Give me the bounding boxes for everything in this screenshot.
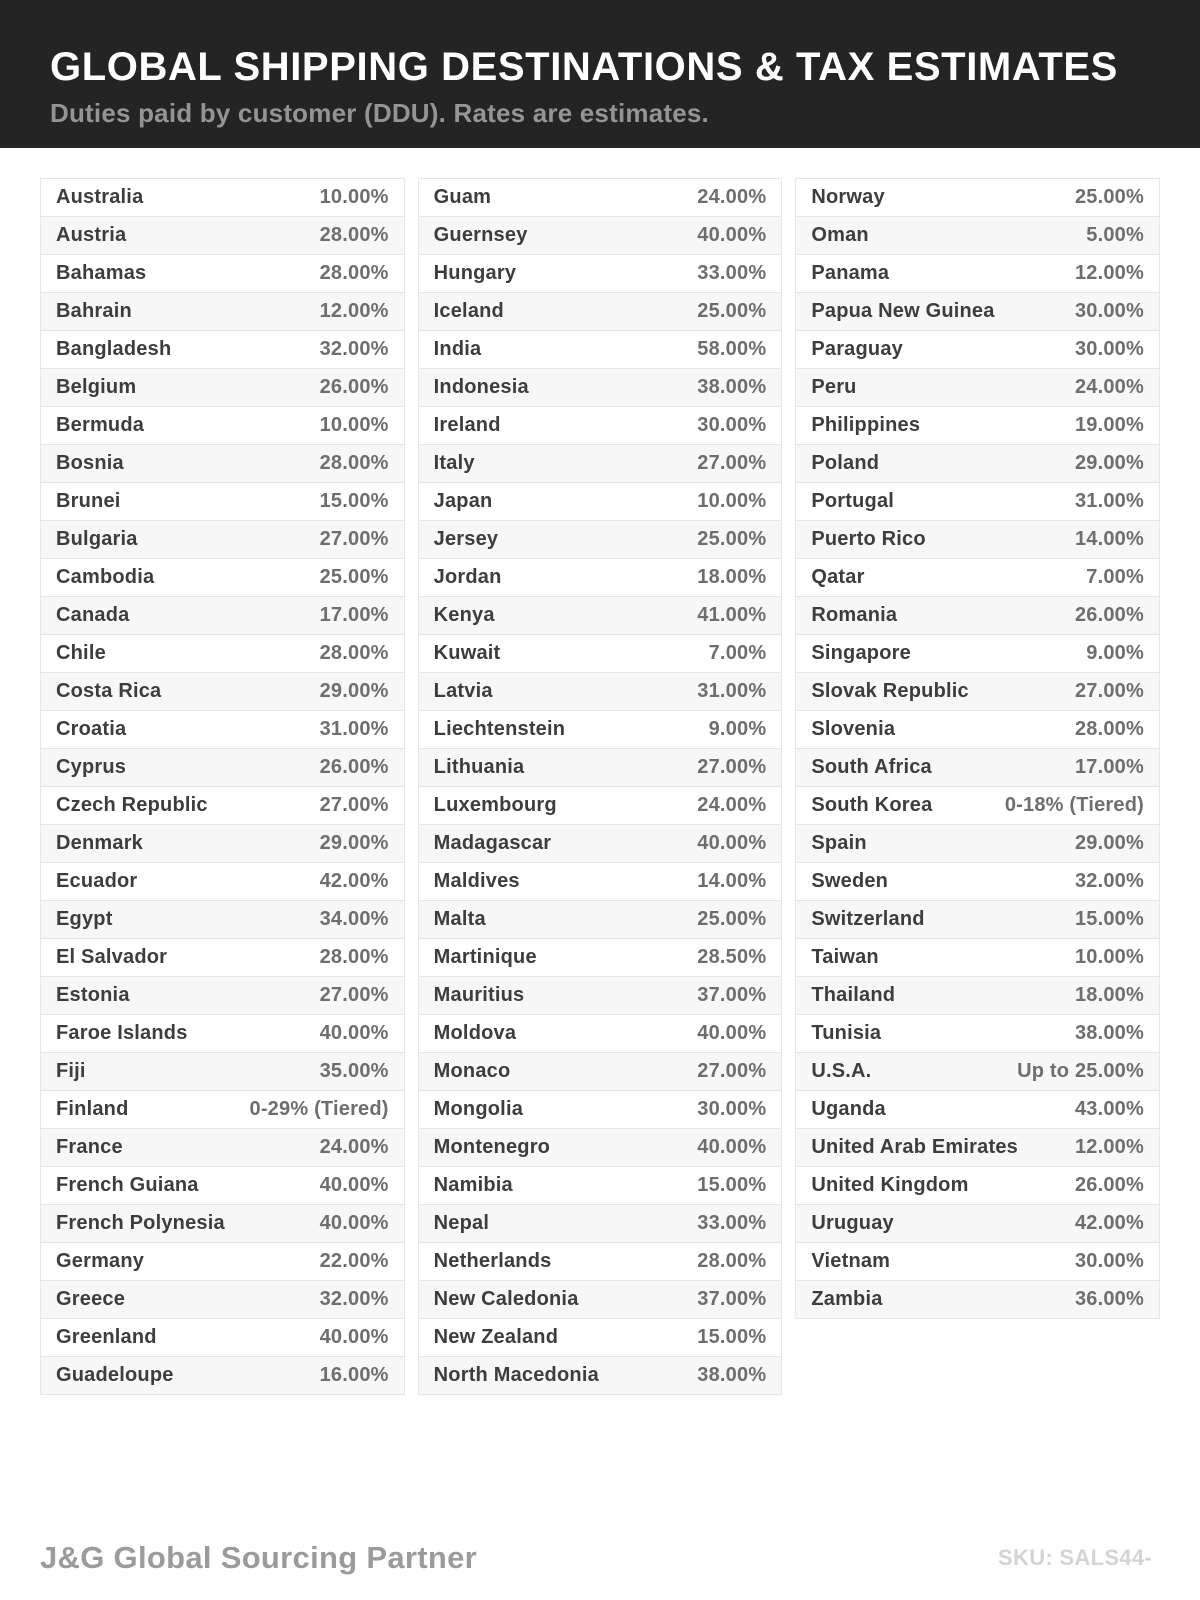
table-row	[40, 1204, 405, 1243]
country-name: United Arab Emirates	[811, 1136, 1018, 1158]
tax-rate-value: 40.00%	[319, 1174, 389, 1196]
page-footer	[40, 1536, 1152, 1580]
table-row	[795, 1242, 1160, 1281]
table-row	[795, 596, 1160, 635]
rates-column-3	[795, 178, 1160, 1319]
tax-rate-value: 40.00%	[697, 1136, 767, 1158]
tax-rate-value: 10.00%	[319, 186, 389, 208]
country-name: Montenegro	[433, 1136, 551, 1158]
country-name: Portugal	[811, 490, 895, 512]
tax-rate-value: 12.00%	[319, 300, 389, 322]
table-row	[40, 368, 405, 407]
table-row	[418, 596, 783, 635]
table-row	[795, 178, 1160, 217]
table-row	[418, 938, 783, 977]
tax-rate-value: 25.00%	[697, 908, 767, 930]
tax-rate-value: 0-29% (Tiered)	[249, 1098, 389, 1120]
table-row	[795, 1090, 1160, 1129]
tax-rate-value: 40.00%	[319, 1022, 389, 1044]
country-name: Moldova	[433, 1022, 517, 1044]
country-name: Bahamas	[56, 262, 147, 284]
tax-rate-value: 7.00%	[1086, 566, 1144, 588]
country-name: Austria	[56, 224, 127, 246]
country-name: Sweden	[811, 870, 889, 892]
tax-rate-value: 10.00%	[1074, 946, 1144, 968]
country-name: Bahrain	[56, 300, 132, 322]
tax-rate-value: 32.00%	[319, 338, 389, 360]
table-row	[418, 1204, 783, 1243]
table-row	[418, 1014, 783, 1053]
country-name: Papua New Guinea	[811, 300, 995, 322]
tax-rate-value: 30.00%	[697, 1098, 767, 1120]
table-row	[795, 748, 1160, 787]
table-row	[418, 254, 783, 293]
country-name: Iceland	[433, 300, 504, 322]
country-name: U.S.A.	[811, 1060, 872, 1082]
table-row	[418, 710, 783, 749]
country-name: Greenland	[56, 1326, 157, 1348]
country-name: El Salvador	[56, 946, 168, 968]
tax-rate-value: 15.00%	[697, 1326, 767, 1348]
table-row	[40, 1356, 405, 1395]
country-name: Chile	[56, 642, 106, 664]
country-name: North Macedonia	[433, 1364, 599, 1386]
country-name: South Korea	[811, 794, 933, 816]
table-row	[40, 748, 405, 787]
table-row	[418, 216, 783, 255]
tax-rate-value: 24.00%	[1074, 376, 1144, 398]
country-name: Kuwait	[433, 642, 501, 664]
tax-rate-value: 26.00%	[319, 756, 389, 778]
country-name: Croatia	[56, 718, 127, 740]
country-name: Indonesia	[433, 376, 529, 398]
country-name: Guam	[433, 186, 492, 208]
page-title: GLOBAL SHIPPING DESTINATIONS & TAX ESTIMATES	[50, 45, 1118, 89]
table-row	[40, 406, 405, 445]
country-name: Egypt	[56, 908, 113, 930]
country-name: Italy	[433, 452, 475, 474]
tax-rate-value: 14.00%	[697, 870, 767, 892]
tax-rate-value: 28.00%	[1074, 718, 1144, 740]
tax-rate-value: 34.00%	[319, 908, 389, 930]
tax-rate-value: 26.00%	[319, 376, 389, 398]
tax-rate-value: 27.00%	[697, 756, 767, 778]
table-row	[795, 824, 1160, 863]
table-row	[795, 710, 1160, 749]
country-name: French Polynesia	[56, 1212, 225, 1234]
table-row	[795, 1052, 1160, 1091]
country-name: Qatar	[811, 566, 865, 588]
country-name: Namibia	[433, 1174, 513, 1196]
sku-label: SKU: SALS44-	[998, 1545, 1152, 1570]
tax-rate-value: 27.00%	[319, 794, 389, 816]
tax-rate-value: 27.00%	[319, 984, 389, 1006]
country-name: Ireland	[433, 414, 501, 436]
country-name: Costa Rica	[56, 680, 162, 702]
table-row	[40, 1166, 405, 1205]
country-name: Denmark	[56, 832, 143, 854]
tax-rate-value: 30.00%	[1074, 338, 1144, 360]
tax-rate-value: 18.00%	[1074, 984, 1144, 1006]
table-row	[418, 748, 783, 787]
table-row	[40, 444, 405, 483]
table-row	[418, 482, 783, 521]
tax-rate-value: 30.00%	[697, 414, 767, 436]
tax-rate-value: 40.00%	[319, 1212, 389, 1234]
table-row	[40, 482, 405, 521]
country-name: Estonia	[56, 984, 130, 1006]
table-row	[418, 558, 783, 597]
tax-rate-value: 27.00%	[697, 452, 767, 474]
tax-rate-value: 22.00%	[319, 1250, 389, 1272]
country-name: Poland	[811, 452, 880, 474]
table-row	[40, 1052, 405, 1091]
tax-rate-value: 25.00%	[1074, 186, 1144, 208]
table-row	[40, 710, 405, 749]
table-row	[40, 1090, 405, 1129]
country-name: Tunisia	[811, 1022, 882, 1044]
tax-rate-value: 17.00%	[1074, 756, 1144, 778]
country-name: Netherlands	[433, 1250, 552, 1272]
tax-rate-value: 27.00%	[319, 528, 389, 550]
country-name: India	[433, 338, 482, 360]
table-row	[418, 1166, 783, 1205]
country-name: Bermuda	[56, 414, 145, 436]
tax-rate-value: 27.00%	[697, 1060, 767, 1082]
tax-rate-value: 36.00%	[1074, 1288, 1144, 1310]
table-row	[40, 254, 405, 293]
table-row	[40, 938, 405, 977]
table-row	[795, 444, 1160, 483]
tax-rate-value: 12.00%	[1074, 262, 1144, 284]
tax-rate-value: 25.00%	[697, 528, 767, 550]
country-name: Panama	[811, 262, 890, 284]
tax-rate-value: 28.00%	[697, 1250, 767, 1272]
tax-rate-value: 29.00%	[1074, 452, 1144, 474]
page-header	[0, 0, 1200, 148]
table-row	[795, 1014, 1160, 1053]
country-name: Faroe Islands	[56, 1022, 188, 1044]
country-name: Malta	[433, 908, 486, 930]
tax-rate-value: 40.00%	[697, 224, 767, 246]
tax-rate-value: 0-18% (Tiered)	[1004, 794, 1144, 816]
tax-rate-value: 5.00%	[1086, 224, 1144, 246]
table-row	[418, 824, 783, 863]
country-name: South Africa	[811, 756, 932, 778]
country-name: New Zealand	[433, 1326, 559, 1348]
tax-rate-value: 15.00%	[1074, 908, 1144, 930]
table-row	[795, 406, 1160, 445]
table-row	[40, 216, 405, 255]
table-row	[40, 1280, 405, 1319]
tax-rate-value: 28.00%	[319, 642, 389, 664]
table-row	[40, 292, 405, 331]
tax-rate-value: 35.00%	[319, 1060, 389, 1082]
country-name: New Caledonia	[433, 1288, 579, 1310]
tax-rate-value: 29.00%	[319, 832, 389, 854]
country-name: Philippines	[811, 414, 921, 436]
table-row	[795, 1204, 1160, 1243]
rates-column-2	[418, 178, 783, 1395]
table-row	[418, 444, 783, 483]
tax-rate-value: 10.00%	[319, 414, 389, 436]
table-row	[418, 330, 783, 369]
table-row	[418, 1318, 783, 1357]
tax-rate-value: 18.00%	[697, 566, 767, 588]
country-name: France	[56, 1136, 123, 1158]
country-name: Uruguay	[811, 1212, 894, 1234]
tax-rate-value: 16.00%	[319, 1364, 389, 1386]
table-row	[795, 976, 1160, 1015]
tax-rate-value: 33.00%	[697, 1212, 767, 1234]
table-row	[795, 1166, 1160, 1205]
tax-rate-value: 30.00%	[1074, 300, 1144, 322]
country-name: Guadeloupe	[56, 1364, 174, 1386]
table-row	[40, 178, 405, 217]
table-row	[795, 900, 1160, 939]
country-name: Madagascar	[433, 832, 552, 854]
table-row	[795, 520, 1160, 559]
tax-rate-value: 28.00%	[319, 262, 389, 284]
country-name: Nepal	[433, 1212, 490, 1234]
country-name: Paraguay	[811, 338, 903, 360]
table-row	[40, 330, 405, 369]
table-row	[795, 1280, 1160, 1319]
tax-rate-value: 28.50%	[697, 946, 767, 968]
table-row	[795, 938, 1160, 977]
country-name: Hungary	[433, 262, 517, 284]
country-name: Maldives	[433, 870, 520, 892]
tax-rate-value: 9.00%	[708, 718, 767, 740]
table-row	[40, 672, 405, 711]
table-row	[418, 368, 783, 407]
country-name: Peru	[811, 376, 857, 398]
table-row	[40, 976, 405, 1015]
tax-rate-value: 31.00%	[1074, 490, 1144, 512]
table-row	[418, 1242, 783, 1281]
tax-rate-value: 32.00%	[319, 1288, 389, 1310]
tax-rate-value: 38.00%	[1074, 1022, 1144, 1044]
brand-name: J&G Global Sourcing Partner	[40, 1540, 478, 1575]
country-name: Mauritius	[433, 984, 525, 1006]
country-name: Spain	[811, 832, 867, 854]
country-name: Latvia	[433, 680, 493, 702]
table-row	[795, 482, 1160, 521]
country-name: Germany	[56, 1250, 145, 1272]
tax-rate-value: 37.00%	[697, 984, 767, 1006]
country-name: United Kingdom	[811, 1174, 969, 1196]
country-name: Czech Republic	[56, 794, 208, 816]
country-name: Finland	[56, 1098, 129, 1120]
table-row	[795, 368, 1160, 407]
country-name: Lithuania	[433, 756, 525, 778]
tax-rate-value: 28.00%	[319, 224, 389, 246]
table-row	[40, 900, 405, 939]
table-row	[418, 1356, 783, 1395]
tax-rate-value: 7.00%	[708, 642, 767, 664]
country-name: Mongolia	[433, 1098, 524, 1120]
table-row	[418, 634, 783, 673]
table-row	[418, 178, 783, 217]
country-name: Guernsey	[433, 224, 528, 246]
country-name: Kenya	[433, 604, 495, 626]
tax-rate-value: 10.00%	[697, 490, 767, 512]
country-name: Slovak Republic	[811, 680, 969, 702]
country-name: Australia	[56, 186, 144, 208]
country-name: Puerto Rico	[811, 528, 926, 550]
table-row	[40, 1014, 405, 1053]
country-name: Zambia	[811, 1288, 883, 1310]
tax-rate-value: 37.00%	[697, 1288, 767, 1310]
country-name: Oman	[811, 224, 869, 246]
table-row	[40, 862, 405, 901]
country-name: Liechtenstein	[433, 718, 566, 740]
tax-rate-value: 26.00%	[1074, 604, 1144, 626]
table-row	[795, 634, 1160, 673]
country-name: Bangladesh	[56, 338, 172, 360]
table-row	[418, 976, 783, 1015]
country-name: Norway	[811, 186, 885, 208]
tax-rate-value: 42.00%	[319, 870, 389, 892]
country-name: Fiji	[56, 1060, 86, 1082]
tax-rate-value: 25.00%	[697, 300, 767, 322]
table-row	[418, 786, 783, 825]
country-name: Greece	[56, 1288, 126, 1310]
table-row	[418, 1280, 783, 1319]
tax-rate-value: 40.00%	[697, 832, 767, 854]
tax-rate-value: 31.00%	[697, 680, 767, 702]
table-row	[40, 824, 405, 863]
table-row	[795, 862, 1160, 901]
table-row	[418, 292, 783, 331]
country-name: Belgium	[56, 376, 137, 398]
tax-rate-value: 9.00%	[1086, 642, 1144, 664]
table-row	[795, 330, 1160, 369]
country-name: Bulgaria	[56, 528, 138, 550]
table-row	[418, 672, 783, 711]
table-row	[40, 1128, 405, 1167]
country-name: Uganda	[811, 1098, 886, 1120]
table-row	[40, 634, 405, 673]
tax-rate-value: 31.00%	[319, 718, 389, 740]
tax-rate-value: 40.00%	[697, 1022, 767, 1044]
tax-rate-value: 32.00%	[1074, 870, 1144, 892]
country-name: French Guiana	[56, 1174, 199, 1196]
tax-rate-value: 25.00%	[319, 566, 389, 588]
country-name: Martinique	[433, 946, 537, 968]
country-name: Romania	[811, 604, 898, 626]
table-row	[40, 786, 405, 825]
table-row	[418, 900, 783, 939]
table-row	[418, 1128, 783, 1167]
table-row	[418, 520, 783, 559]
table-row	[795, 292, 1160, 331]
table-row	[40, 520, 405, 559]
country-name: Jordan	[433, 566, 502, 588]
table-row	[795, 786, 1160, 825]
tax-rate-value: 33.00%	[697, 262, 767, 284]
tax-rate-value: 38.00%	[697, 1364, 767, 1386]
table-row	[40, 558, 405, 597]
tax-rate-value: 29.00%	[319, 680, 389, 702]
table-row	[795, 672, 1160, 711]
country-name: Canada	[56, 604, 130, 626]
tax-rate-value: 15.00%	[697, 1174, 767, 1196]
country-name: Taiwan	[811, 946, 879, 968]
country-name: Switzerland	[811, 908, 925, 930]
tax-rate-value: 28.00%	[319, 946, 389, 968]
country-name: Brunei	[56, 490, 121, 512]
tax-rate-value: 27.00%	[1074, 680, 1144, 702]
country-name: Ecuador	[56, 870, 138, 892]
tax-rate-value: 14.00%	[1074, 528, 1144, 550]
country-name: Luxembourg	[433, 794, 557, 816]
tax-rate-value: 17.00%	[319, 604, 389, 626]
table-row	[418, 1052, 783, 1091]
country-name: Vietnam	[811, 1250, 891, 1272]
page-subtitle: Duties paid by customer (DDU). Rates are estimates.	[50, 98, 709, 128]
tax-rate-value: 19.00%	[1074, 414, 1144, 436]
tax-rate-value: 26.00%	[1074, 1174, 1144, 1196]
tax-rate-value: 42.00%	[1074, 1212, 1144, 1234]
country-name: Singapore	[811, 642, 911, 664]
tax-rate-value: 24.00%	[697, 186, 767, 208]
tax-rate-value: 30.00%	[1074, 1250, 1144, 1272]
tax-rate-value: 29.00%	[1074, 832, 1144, 854]
tax-rate-value: 15.00%	[319, 490, 389, 512]
tax-rate-value: 58.00%	[697, 338, 767, 360]
tax-rate-value: 38.00%	[697, 376, 767, 398]
tax-rate-value: 24.00%	[697, 794, 767, 816]
country-name: Jersey	[433, 528, 499, 550]
table-row	[795, 216, 1160, 255]
tax-rate-value: 24.00%	[319, 1136, 389, 1158]
tax-rate-value: 28.00%	[319, 452, 389, 474]
tax-rate-value: 12.00%	[1074, 1136, 1144, 1158]
tax-rate-value: 41.00%	[697, 604, 767, 626]
table-row	[795, 558, 1160, 597]
country-name: Slovenia	[811, 718, 896, 740]
country-name: Japan	[433, 490, 493, 512]
rates-column-1	[40, 178, 405, 1395]
country-name: Monaco	[433, 1060, 511, 1082]
table-row	[418, 1090, 783, 1129]
table-row	[795, 1128, 1160, 1167]
tax-rate-value: 40.00%	[319, 1326, 389, 1348]
tax-rate-value: 43.00%	[1074, 1098, 1144, 1120]
table-row	[40, 596, 405, 635]
table-row	[795, 254, 1160, 293]
country-name: Thailand	[811, 984, 896, 1006]
table-row	[40, 1318, 405, 1357]
shipping-rates-table	[0, 148, 1200, 1395]
table-row	[40, 1242, 405, 1281]
tax-rate-value: Up to 25.00%	[1017, 1060, 1144, 1082]
country-name: Cyprus	[56, 756, 127, 778]
table-row	[418, 862, 783, 901]
table-row	[418, 406, 783, 445]
country-name: Bosnia	[56, 452, 124, 474]
country-name: Cambodia	[56, 566, 155, 588]
